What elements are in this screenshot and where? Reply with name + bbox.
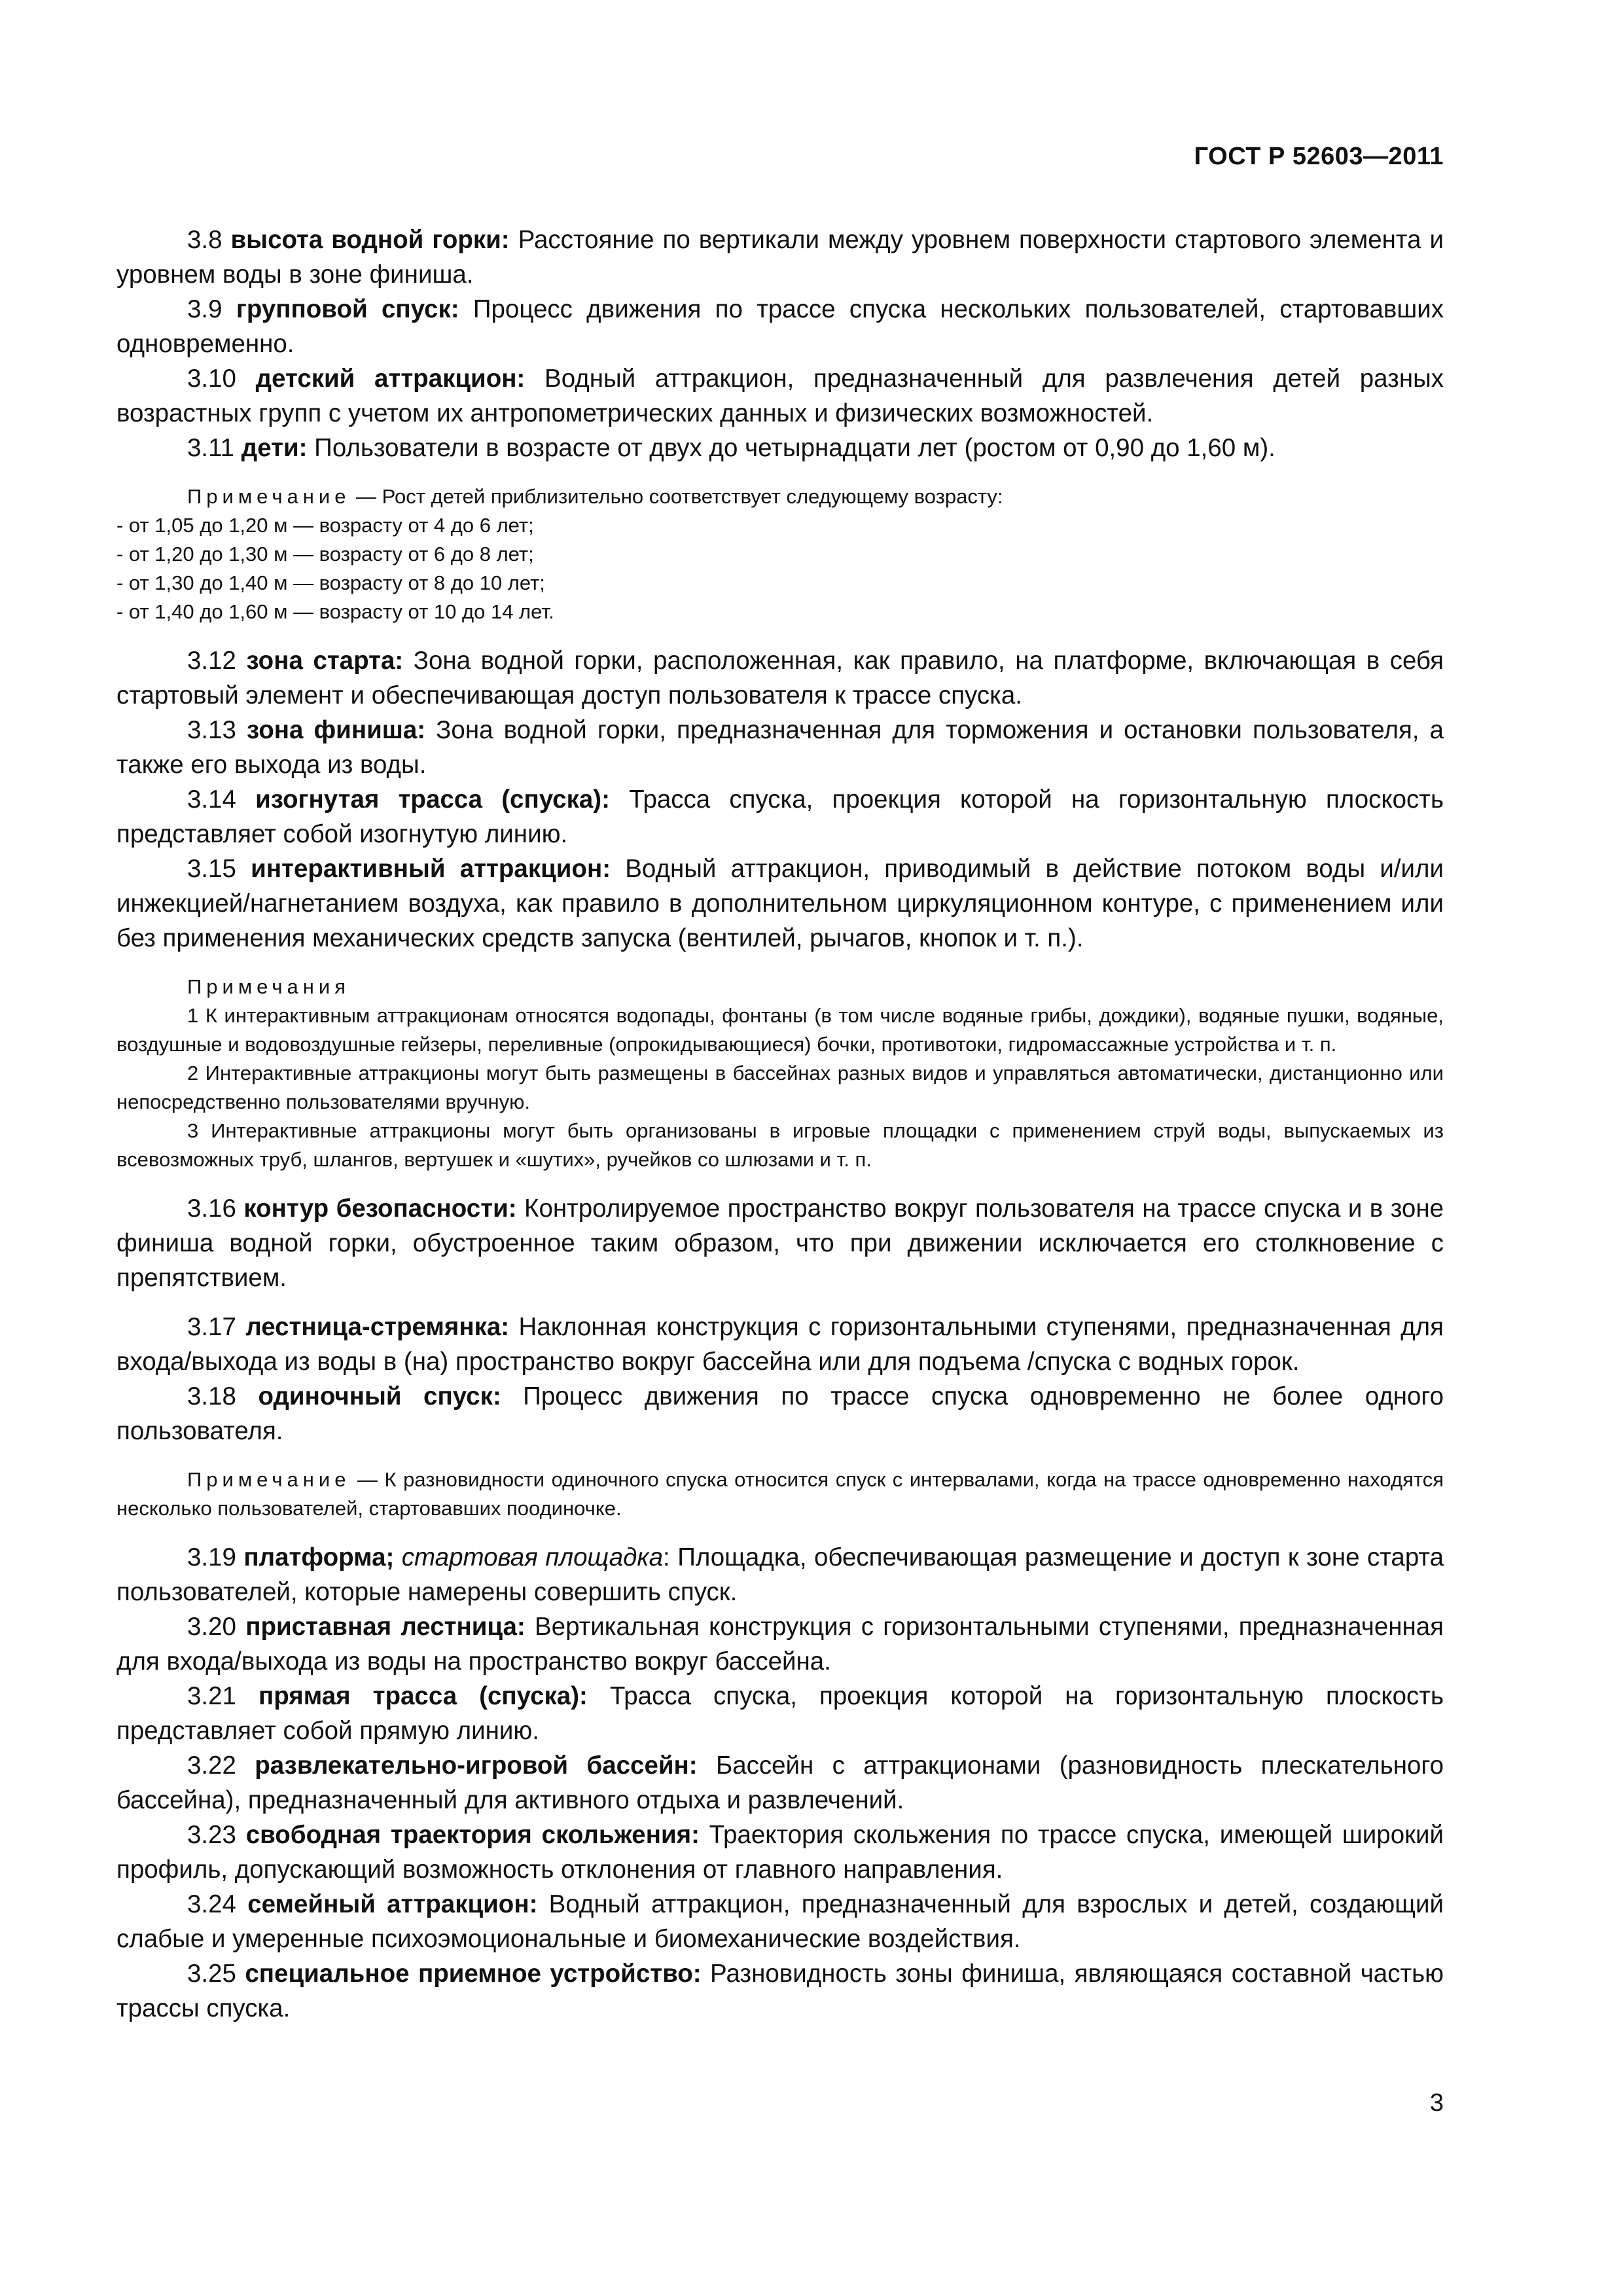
term-name: семейный аттракцион: xyxy=(247,1890,538,1918)
term-3-22 xyxy=(116,1748,1444,1818)
term-number: 3.23 xyxy=(187,1821,236,1849)
term-definition: Разновидность зоны финиша, являющаяся составной частью трассы спуска. xyxy=(116,1960,1444,2022)
term-3-18 xyxy=(116,1379,1444,1448)
term-name: изогнутая трасса (спуска): xyxy=(255,785,610,814)
term-number: 3.22 xyxy=(187,1751,236,1780)
term-number: 3.11 xyxy=(187,434,235,462)
term-definition: Вертикальная конструкция с горизонтальными ступенями, предназначенная для входа/выхода из воды на пространство вокруг бассейна. xyxy=(116,1613,1444,1676)
term-name: платформа; xyxy=(243,1543,395,1571)
term-definition: Процесс движения по трассе спуска одновременно не более одного пользователя. xyxy=(116,1382,1444,1445)
term-3-25 xyxy=(116,1956,1444,2026)
term-name: дети: xyxy=(241,434,308,462)
document-page xyxy=(116,0,1444,2296)
term-number: 3.15 xyxy=(187,855,236,883)
note-item: 1 К интерактивным аттракционам относятся водопады, фонтаны (в том числе водяные грибы, дождики), водяные пушки, водяные, воздушные и водовоздушные гейзеры, переливные (опрокидывающиеся) бочки, противотоки, гидромассажные устройства и т. п. xyxy=(116,1004,1444,1056)
term-3-16 xyxy=(116,1191,1444,1295)
term-number: 3.8 xyxy=(187,226,223,254)
note-intro-text: — Рост детей приблизительно соответствует следующему возрасту: xyxy=(350,485,1003,508)
term-3-24 xyxy=(116,1887,1444,1956)
term-definition: Пользователи в возрасте от двух до четырнадцати лет (ростом от 0,90 до 1,60 м). xyxy=(307,434,1275,462)
note-item: 2 Интерактивные аттракционы могут быть размещены в бассейнах разных видов и управляться автоматически, дистанционно или непосредственно пользователями вручную. xyxy=(116,1062,1444,1113)
term-3-8 xyxy=(116,223,1444,292)
term-number: 3.9 xyxy=(187,295,223,323)
term-definition: Контролируемое пространство вокруг пользователя на трассе спуска и в зоне финиша водной горки, обустроенное таким образом, что при движении исключается его столкновение с препятствием. xyxy=(116,1194,1444,1292)
note-body: — К разновидности одиночного спуска относится спуск с интервалами, когда на трассе одновременно находятся несколько пользователей, стартовавших поодиночке. xyxy=(116,1468,1444,1520)
spacer xyxy=(116,1295,1444,1310)
term-definition: : Площадка, обеспечивающая размещение и доступ к зоне старта пользователей, которые намерены совершить спуск. xyxy=(116,1543,1444,1606)
term-3-9 xyxy=(116,292,1444,361)
term-name: зона финиша: xyxy=(247,716,426,744)
term-name: высота водной горки: xyxy=(230,226,510,254)
term-name: интерактивный аттракцион: xyxy=(251,855,611,883)
term-definition: Зона водной горки, расположенная, как правило, на платформе, включающая в себя стартовый элемент и обеспечивающая доступ пользователя к трассе спуска. xyxy=(116,647,1444,709)
term-3-19 xyxy=(116,1540,1444,1609)
term-name: контур безопасности: xyxy=(243,1194,517,1223)
note-list-item: - от 1,40 до 1,60 м — возрасту от 10 до 14 лет. xyxy=(116,600,554,623)
note-text xyxy=(116,1465,1444,1523)
note-list-item: - от 1,20 до 1,30 м — возрасту от 6 до 8 лет; xyxy=(116,543,534,565)
term-name: лестница-стремянка: xyxy=(245,1313,510,1341)
term-definition: Трасса спуска, проекция которой на горизонтальную плоскость представляет собой изогнутую линию. xyxy=(116,785,1444,848)
page-number: 3 xyxy=(1429,2089,1444,2117)
term-number: 3.19 xyxy=(187,1543,236,1571)
term-number: 3.17 xyxy=(187,1313,236,1341)
term-3-20 xyxy=(116,1609,1444,1679)
term-name: зона старта: xyxy=(246,647,404,675)
term-definition: Водный аттракцион, приводимый в действие потоком воды и/или инжекцией/нагнетанием воздуха, как правило в дополнительном циркуляционном контуре, с применением или без применения механических средств запуска (вентилей, рычагов, кнопок и т. п.). xyxy=(116,855,1444,952)
term-number: 3.24 xyxy=(187,1890,236,1918)
term-name: одиночный спуск: xyxy=(258,1382,501,1410)
term-3-10 xyxy=(116,361,1444,431)
note-label: Примечание xyxy=(187,1468,351,1491)
note-children-height xyxy=(116,482,1444,626)
document-body xyxy=(116,223,1444,2026)
term-number: 3.13 xyxy=(187,716,236,744)
term-name: детский аттракцион: xyxy=(255,365,526,393)
term-name: специальное приемное устройство: xyxy=(245,1960,702,1988)
term-name: свободная траектория скольжения: xyxy=(245,1821,700,1849)
term-definition: Наклонная конструкция с горизонтальными ступенями, предназначенная для входа/выхода из воды в (на) пространство вокруг бассейна или для подъема /спуска с водных горок. xyxy=(116,1313,1444,1376)
term-3-17 xyxy=(116,1310,1444,1379)
term-number: 3.21 xyxy=(187,1682,236,1710)
term-3-21 xyxy=(116,1679,1444,1748)
term-3-11 xyxy=(116,431,1444,465)
term-number: 3.25 xyxy=(187,1960,236,1988)
note-label: Примечания xyxy=(187,975,350,998)
note-single-descent xyxy=(116,1465,1444,1523)
term-synonym: стартовая площадка xyxy=(401,1543,664,1571)
term-number: 3.16 xyxy=(187,1194,236,1223)
term-3-23 xyxy=(116,1818,1444,1887)
note-label-line xyxy=(116,973,1444,1001)
term-definition: Расстояние по вертикали между уровнем поверхности стартового элемента и уровнем воды в зоне финиша. xyxy=(116,226,1444,289)
term-name: развлекательно-игровой бассейн: xyxy=(255,1751,698,1780)
term-3-13 xyxy=(116,713,1444,782)
term-number: 3.14 xyxy=(187,785,236,814)
standard-code-header: ГОСТ Р 52603—2011 xyxy=(1194,143,1444,170)
term-definition: Траектория скольжения по трассе спуска, имеющей широкий профиль, допускающий возможность отклонения от главного направления. xyxy=(116,1821,1444,1884)
term-number: 3.18 xyxy=(187,1382,236,1410)
term-definition: Трасса спуска, проекция которой на горизонтальную плоскость представляет собой прямую линию. xyxy=(116,1682,1444,1745)
note-list-item: - от 1,30 до 1,40 м — возрасту от 8 до 10 лет; xyxy=(116,571,545,594)
note-list-item: - от 1,05 до 1,20 м — возрасту от 4 до 6 лет; xyxy=(116,514,534,537)
term-definition: Водный аттракцион, предназначенный для развлечения детей разных возрастных групп с учетом их антропометрических данных и физических возможностей. xyxy=(116,365,1444,427)
term-definition: Бассейн с аттракционами (разновидность плескательного бассейна), предназначенный для активного отдыха и развлечений. xyxy=(116,1751,1444,1814)
term-name: прямая трасса (спуска): xyxy=(259,1682,588,1710)
note-interactive-attractions xyxy=(116,973,1444,1174)
term-3-15 xyxy=(116,852,1444,956)
term-definition: Зона водной горки, предназначенная для торможения и остановки пользователя, а также его выхода из воды. xyxy=(116,716,1444,779)
term-number: 3.20 xyxy=(187,1613,236,1641)
term-number: 3.10 xyxy=(187,365,236,393)
term-number: 3.12 xyxy=(187,647,236,675)
note-intro xyxy=(116,482,1444,511)
term-name: приставная лестница: xyxy=(245,1613,526,1641)
note-item: 3 Интерактивные аттракционы могут быть организованы в игровые площадки с применением струй воды, выпускаемых из всевозможных труб, шлангов, вертушек и «шутих», ручейков со шлюзами и т. п. xyxy=(116,1119,1444,1171)
term-3-12 xyxy=(116,643,1444,713)
term-3-14 xyxy=(116,782,1444,852)
term-definition: Процесс движения по трассе спуска нескольких пользователей, стартовавших одновременно. xyxy=(116,295,1444,358)
note-label: Примечание xyxy=(187,485,351,508)
term-name: групповой спуск: xyxy=(236,295,459,323)
term-definition: Водный аттракцион, предназначенный для взрослых и детей, создающий слабые и умеренные психоэмоциональные и биомеханические воздействия. xyxy=(116,1890,1444,1953)
